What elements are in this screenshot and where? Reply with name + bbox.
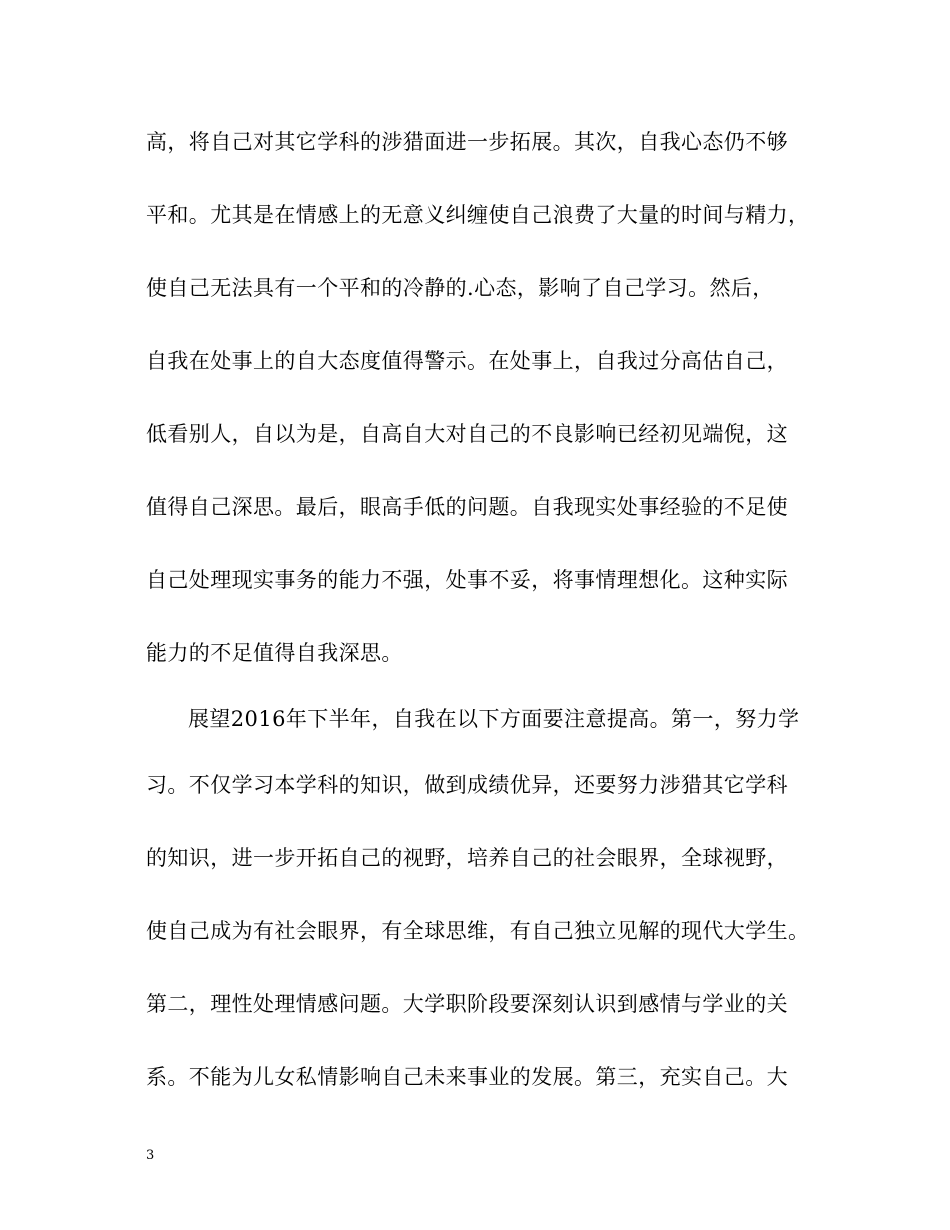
text-line: 值得自己深思。最后，眼高手低的问题。自我现实处事经验的不足使 — [146, 495, 788, 519]
text-line: 使自己无法具有一个平和的冷静的.心态，影响了自己学习。然后， — [146, 276, 774, 300]
page-number: 3 — [146, 1148, 155, 1163]
text-line: 的知识，进一步开拓自己的视野，培养自己的社会眼界，全球视野， — [146, 846, 788, 870]
text-line: 平和。尤其是在情感上的无意义纠缠使自己浪费了大量的时间与精力， — [146, 203, 810, 227]
text-line: 能力的不足值得自我深思。 — [146, 641, 403, 665]
text-line: 使自己成为有社会眼界，有全球思维，有自己独立见解的现代大学生。 — [146, 919, 810, 943]
text-line: 自我在处事上的自大态度值得警示。在处事上，自我过分高估自己， — [146, 349, 788, 373]
text-line: 高，将自己对其它学科的涉猎面进一步拓展。其次，自我心态仍不够 — [146, 130, 788, 154]
text-line: 低看别人，自以为是，自高自大对自己的不良影响已经初见端倪，这 — [146, 422, 788, 446]
text-line: 自己处理现实事务的能力不强，处事不妥，将事情理想化。这种实际 — [146, 568, 788, 592]
text-line: 习。不仅学习本学科的知识，做到成绩优异，还要努力涉猎其它学科 — [146, 773, 788, 797]
paragraph-first-line: 展望2016年下半年，自我在以下方面要注意提高。第一，努力学 — [188, 707, 800, 731]
text-line: 系。不能为儿女私情影响自己未来事业的发展。第三，充实自己。大 — [146, 1065, 788, 1089]
text-line: 第二，理性处理情感问题。大学职阶段要深刻认识到感情与学业的关 — [146, 992, 788, 1016]
